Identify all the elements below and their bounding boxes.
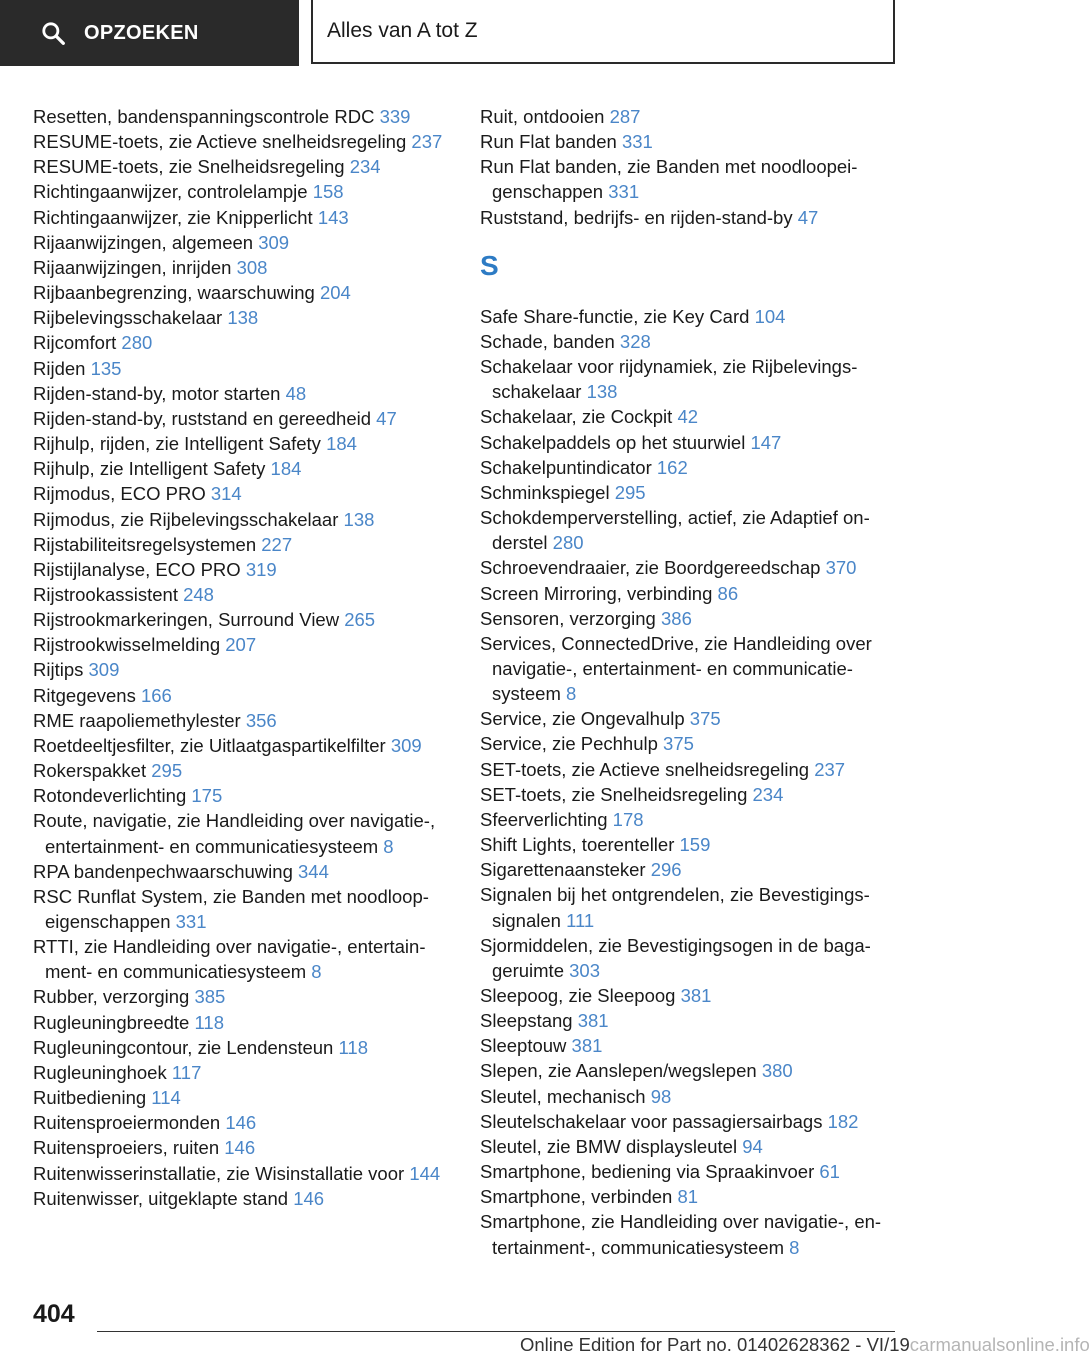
index-entry	[480, 430, 900, 455]
index-entry	[33, 381, 448, 406]
entry-text: Signalen bij het ontgrendelen, zie Bevestigingssignalen	[480, 884, 870, 931]
index-entry	[480, 782, 900, 807]
page-link[interactable]: 339	[379, 106, 411, 127]
page-link[interactable]: 146	[225, 1112, 257, 1134]
page-link[interactable]: 370	[825, 557, 857, 579]
index-entry	[33, 456, 448, 481]
page-link[interactable]: 61	[819, 1161, 840, 1183]
index-entry	[33, 1186, 448, 1211]
watermark: carmanualsonline.info	[909, 1334, 1090, 1355]
entry-text: Schakelaar voor rijdynamiek, zie Rijbelevingsschakelaar	[480, 356, 858, 403]
page-number: 404	[33, 1300, 75, 1328]
page-link[interactable]: 237	[411, 131, 443, 153]
index-entry	[480, 857, 900, 882]
page-header	[0, 0, 960, 66]
page-link[interactable]: 47	[376, 407, 397, 429]
entry-text: Rotondeverlichting	[33, 785, 187, 807]
entry-text: Sleutel, zie BMW displaysleutel	[480, 1135, 738, 1157]
page-link[interactable]: 295	[151, 760, 183, 782]
index-entry	[33, 884, 448, 934]
entry-text: Rijhulp, rijden, zie Intelligent Safety	[33, 433, 321, 455]
entry-text: Rijstabiliteitsregelsystemen	[33, 533, 257, 555]
entry-text: Rijcomfort	[33, 332, 117, 354]
index-entry	[33, 657, 448, 682]
page-link[interactable]: 295	[614, 481, 646, 503]
page-link[interactable]: 385	[194, 986, 226, 1008]
index-entry	[33, 330, 448, 355]
entry-text: Sigarettenaansteker	[480, 859, 646, 881]
index-entry	[33, 934, 448, 984]
page-link[interactable]: 227	[261, 533, 293, 555]
entry-text: Rokerspakket	[33, 760, 147, 782]
entry-text: Ruit, ontdooien	[480, 106, 605, 127]
index-entry	[480, 1084, 900, 1109]
page-link[interactable]: 118	[194, 1011, 224, 1033]
entry-text: RSC Runflat System, zie Banden met noodloopeigenschappen	[33, 885, 429, 932]
index-entry	[33, 632, 448, 657]
entry-text: Resetten, bandenspanningscontrole RDC	[33, 106, 375, 127]
index-entry	[480, 983, 900, 1008]
index-entry	[33, 507, 448, 532]
entry-text: RTTI, zie Handleiding over navigatie-, entertainment- en communicatiesysteem	[33, 936, 426, 983]
index-entry	[33, 859, 448, 884]
entry-text: Rugleuningcontour, zie Lendensteun	[33, 1036, 334, 1058]
entry-text: Rijstrookwisselmelding	[33, 634, 221, 656]
index-entry	[480, 882, 900, 932]
index-column-right	[480, 104, 900, 1260]
page-link[interactable]: 147	[750, 431, 782, 453]
page-link[interactable]: 331	[175, 911, 207, 932]
page-link[interactable]: 86	[717, 582, 739, 604]
index-entry	[33, 431, 448, 456]
page-link[interactable]: 287	[609, 106, 641, 127]
index-entry	[33, 808, 448, 858]
index-entry	[480, 606, 900, 631]
section-title-tab[interactable]: Alles van A tot Z	[311, 0, 895, 64]
entry-text: Sjormiddelen, zie Bevestigingsogen in de bagageruimte	[480, 934, 871, 981]
index-entry	[33, 733, 448, 758]
entry-text: Rijbaanbegrenzing, waarschuwing	[33, 282, 315, 304]
index-entry	[480, 104, 900, 129]
index-entry	[480, 706, 900, 731]
page-link[interactable]: 381	[577, 1010, 609, 1032]
index-entry	[480, 807, 900, 832]
index-entry	[480, 455, 900, 480]
page-link[interactable]: 175	[191, 785, 223, 807]
index-entry	[33, 783, 448, 808]
index-entry	[33, 255, 448, 280]
page-link[interactable]: 143	[317, 206, 349, 228]
page-link[interactable]: 328	[619, 330, 651, 352]
entry-text: Rijstrookassistent	[33, 583, 178, 605]
entry-text: Sleutelschakelaar voor passagiersairbags	[480, 1110, 823, 1132]
index-entry	[33, 758, 448, 783]
index-entry	[480, 581, 900, 606]
entry-text: Ruitenwisserinstallatie, zie Wisinstallatie voor	[33, 1162, 405, 1184]
page-link[interactable]: 8	[789, 1236, 800, 1258]
entry-text: Sfeerverlichting	[480, 808, 608, 830]
index-entry	[33, 1010, 448, 1035]
index-group-s	[480, 304, 900, 1260]
index-entry	[480, 757, 900, 782]
entry-text: Schminkspiegel	[480, 481, 610, 503]
page-link[interactable]: 381	[680, 985, 712, 1006]
index-entry	[480, 631, 900, 706]
page-link[interactable]: 386	[661, 607, 692, 629]
page-link[interactable]: 47	[797, 206, 819, 228]
index-column-left	[33, 104, 448, 1211]
page-link[interactable]: 146	[224, 1137, 256, 1159]
index-entry	[33, 205, 448, 230]
entry-text: Rijmodus, ECO PRO	[33, 483, 206, 505]
entry-text: RPA bandenpechwaarschuwing	[33, 860, 293, 882]
entry-text: SET-toets, zie Snelheidsregeling	[480, 783, 748, 805]
index-entry	[480, 304, 900, 329]
page-link[interactable]: 81	[677, 1186, 699, 1208]
page-link[interactable]: 114	[151, 1087, 181, 1109]
index-entry	[480, 933, 900, 983]
page-link[interactable]: 280	[552, 532, 584, 554]
page-link[interactable]: 146	[293, 1187, 325, 1209]
page-link[interactable]: 237	[814, 758, 846, 780]
entry-text: Richtingaanwijzer, zie Knipperlicht	[33, 206, 313, 228]
page-link[interactable]: 182	[827, 1110, 859, 1132]
entry-text: Sleutel, mechanisch	[480, 1085, 646, 1107]
search-icon	[40, 20, 66, 46]
entry-text: Services, ConnectedDrive, zie Handleiding over navigatie-, entertainment- en communicatiesysteem	[480, 632, 872, 705]
page-link[interactable]: 309	[258, 231, 290, 253]
page-link[interactable]: 184	[326, 433, 357, 455]
index-entry	[480, 555, 900, 580]
entry-text: Screen Mirroring, verbinding	[480, 582, 713, 604]
page-link[interactable]: 135	[90, 357, 122, 379]
index-group-r	[480, 104, 900, 230]
entry-text: Run Flat banden	[480, 131, 617, 153]
index-entry	[33, 582, 448, 607]
page-link[interactable]: 309	[88, 659, 120, 681]
index-entry	[33, 230, 448, 255]
entry-text: Service, zie Ongevalhulp	[480, 708, 685, 730]
page-link[interactable]: 138	[343, 508, 375, 530]
entry-text: Ruitensproeiermonden	[33, 1112, 221, 1134]
page-link[interactable]: 104	[754, 305, 786, 327]
index-entry	[33, 532, 448, 557]
entry-text: Rijhulp, zie Intelligent Safety	[33, 458, 266, 480]
index-entry	[480, 404, 900, 429]
entry-text: Rijden	[33, 357, 86, 379]
page-link[interactable]: 162	[656, 456, 688, 478]
entry-text: Schroevendraaier, zie Boordgereedschap	[480, 557, 821, 579]
entry-text: Rubber, verzorging	[33, 986, 190, 1008]
index-entry	[480, 129, 900, 154]
index-entry	[33, 406, 448, 431]
page-link[interactable]: 138	[227, 307, 259, 329]
page-link[interactable]: 380	[761, 1060, 793, 1082]
index-entry	[480, 205, 900, 230]
index-entry	[480, 1134, 900, 1159]
entry-text: Rijden-stand-by, motor starten	[33, 382, 281, 404]
edition-text: Online Edition for Part no. 01402628362 - VI/19	[520, 1334, 910, 1355]
index-entry	[480, 1109, 900, 1134]
page-link[interactable]: 234	[349, 156, 381, 178]
section-letter: S	[480, 249, 499, 281]
entry-text: Smartphone, bediening via Spraakinvoer	[480, 1161, 815, 1183]
entry-text: Sensoren, verzorging	[480, 607, 656, 629]
index-entry	[480, 1033, 900, 1058]
page-link[interactable]: 118	[338, 1036, 368, 1058]
page-link[interactable]: 375	[663, 733, 694, 755]
entry-text: Rijmodus, zie Rijbelevingsschakelaar	[33, 508, 339, 530]
entry-text: Rijstrookmarkeringen, Surround View	[33, 609, 340, 631]
entry-text: Ritgegevens	[33, 684, 136, 706]
entry-text: RESUME-toets, zie Actieve snelheidsregeling	[33, 131, 407, 153]
index-entry	[33, 557, 448, 582]
entry-text: Schade, banden	[480, 330, 615, 352]
entry-text: Smartphone, verbinden	[480, 1186, 673, 1208]
index-entry	[33, 104, 448, 129]
entry-text: Richtingaanwijzer, controlelampje	[33, 181, 308, 203]
index-entry	[33, 1035, 448, 1060]
index-entry	[33, 179, 448, 204]
index-entry	[33, 984, 448, 1009]
page-link[interactable]: 184	[270, 458, 302, 480]
page-link[interactable]: 314	[210, 483, 242, 505]
entry-text: Slepen, zie Aanslepen/wegslepen	[480, 1060, 757, 1082]
page-link[interactable]: 166	[140, 684, 172, 706]
page-link[interactable]: 234	[752, 783, 784, 805]
index-entry	[480, 354, 900, 404]
page-link[interactable]: 309	[390, 734, 422, 756]
page-link[interactable]: 8	[383, 835, 394, 857]
entry-text: Ruitensproeiers, ruiten	[33, 1137, 220, 1159]
entry-text: Ruitenwisser, uitgeklapte stand	[33, 1187, 289, 1209]
page-link[interactable]: 204	[319, 282, 351, 304]
index-entry	[33, 154, 448, 179]
page-link[interactable]: 94	[742, 1135, 763, 1157]
page-link[interactable]: 8	[311, 961, 322, 983]
index-entry	[33, 356, 448, 381]
page-link[interactable]: 331	[621, 131, 653, 153]
page-link[interactable]: 356	[245, 709, 277, 731]
entry-text: Service, zie Pechhulp	[480, 733, 658, 755]
index-entry	[33, 1161, 448, 1186]
entry-text: Smartphone, zie Handleiding over navigatie-, entertainment-, communicatiesysteem	[480, 1211, 882, 1258]
index-entry	[480, 1209, 900, 1259]
entry-text: SET-toets, zie Actieve snelheidsregeling	[480, 758, 810, 780]
entry-text: Route, navigatie, zie Handleiding over navigatie-, entertainment- en communicatiesysteem	[33, 810, 436, 857]
entry-text: Schakelaar, zie Cockpit	[480, 406, 673, 428]
entry-text: Rugleuninghoek	[33, 1061, 167, 1083]
page-link[interactable]: 296	[650, 859, 682, 881]
index-entry	[33, 1110, 448, 1135]
page-link[interactable]: 248	[183, 583, 214, 605]
page-link[interactable]: 381	[571, 1035, 603, 1057]
footer-divider	[97, 1331, 895, 1332]
page-link[interactable]: 117	[171, 1061, 202, 1083]
entry-text: Rijstijlanalyse, ECO PRO	[33, 558, 241, 580]
index-entry	[480, 832, 900, 857]
entry-text: Rijaanwijzingen, inrijden	[33, 256, 232, 278]
page-link[interactable]: 178	[612, 808, 644, 830]
entry-text: Rijtips	[33, 659, 84, 681]
search-button[interactable]	[0, 0, 299, 66]
entry-text: Safe Share-functie, zie Key Card	[480, 305, 750, 327]
entry-text: Run Flat banden, zie Banden met noodloopeigenschappen	[480, 156, 858, 203]
index-entry	[480, 1008, 900, 1033]
page-link[interactable]: 303	[569, 959, 600, 981]
entry-text: RME raapoliemethylester	[33, 709, 241, 731]
page-link[interactable]: 207	[225, 634, 257, 656]
index-entry	[480, 1159, 900, 1184]
page-link[interactable]: 265	[344, 609, 376, 631]
entry-text: Ruitbediening	[33, 1087, 147, 1109]
entry-text: RESUME-toets, zie Snelheidsregeling	[33, 156, 345, 178]
page-link[interactable]: 375	[689, 708, 721, 730]
index-entry	[33, 481, 448, 506]
index-entry	[33, 1085, 448, 1110]
entry-text: Roetdeeltjesfilter, zie Uitlaatgaspartikelfilter	[33, 734, 386, 756]
page-link[interactable]: 344	[298, 860, 329, 882]
page-link[interactable]: 159	[679, 834, 711, 856]
index-entry	[480, 480, 900, 505]
entry-text: Rijden-stand-by, ruststand en gereedheid	[33, 407, 372, 429]
index-entry	[33, 683, 448, 708]
entry-text: Schokdemperverstelling, actief, zie Adaptief onderstel	[480, 507, 870, 554]
index-entry	[33, 1135, 448, 1160]
page-link[interactable]: 138	[586, 381, 618, 403]
page-link[interactable]: 158	[312, 181, 344, 203]
entry-text: Ruststand, bedrijfs- en rijden-stand-by	[480, 206, 793, 228]
page-link[interactable]: 111	[566, 909, 595, 931]
entry-text: Sleepoog, zie Sleepoog	[480, 985, 676, 1006]
index-entry	[480, 505, 900, 555]
page-link[interactable]: 280	[121, 332, 153, 354]
page-link[interactable]: 48	[285, 382, 307, 404]
index-entry	[33, 305, 448, 330]
entry-text: Rugleuningbreedte	[33, 1011, 190, 1033]
index-entry	[480, 731, 900, 756]
page-link[interactable]: 308	[236, 256, 268, 278]
page-link[interactable]: 331	[608, 181, 640, 203]
index-entry	[33, 1060, 448, 1085]
page-link[interactable]: 8	[566, 683, 577, 705]
index-entry	[33, 708, 448, 733]
index-entry	[33, 129, 448, 154]
index-entry	[33, 607, 448, 632]
index-entry	[33, 280, 448, 305]
page-link[interactable]: 144	[409, 1162, 441, 1184]
entry-text: Sleeptouw	[480, 1035, 567, 1057]
search-label: OPZOEKEN	[84, 21, 199, 44]
footer	[520, 1334, 1090, 1356]
entry-text: Schakelpaddels op het stuurwiel	[480, 431, 746, 453]
page-link[interactable]: 98	[650, 1085, 672, 1107]
index-entry	[480, 154, 900, 204]
page-link[interactable]: 319	[245, 558, 277, 580]
entry-text: Rijbelevingsschakelaar	[33, 307, 223, 329]
page-link[interactable]: 42	[677, 406, 699, 428]
index-entry	[480, 1184, 900, 1209]
index-entry	[480, 329, 900, 354]
entry-text: Rijaanwijzingen, algemeen	[33, 231, 254, 253]
entry-text: Schakelpuntindicator	[480, 456, 652, 478]
index-entry	[480, 1058, 900, 1083]
entry-text: Sleepstang	[480, 1010, 573, 1032]
entry-text: Shift Lights, toerenteller	[480, 834, 675, 856]
